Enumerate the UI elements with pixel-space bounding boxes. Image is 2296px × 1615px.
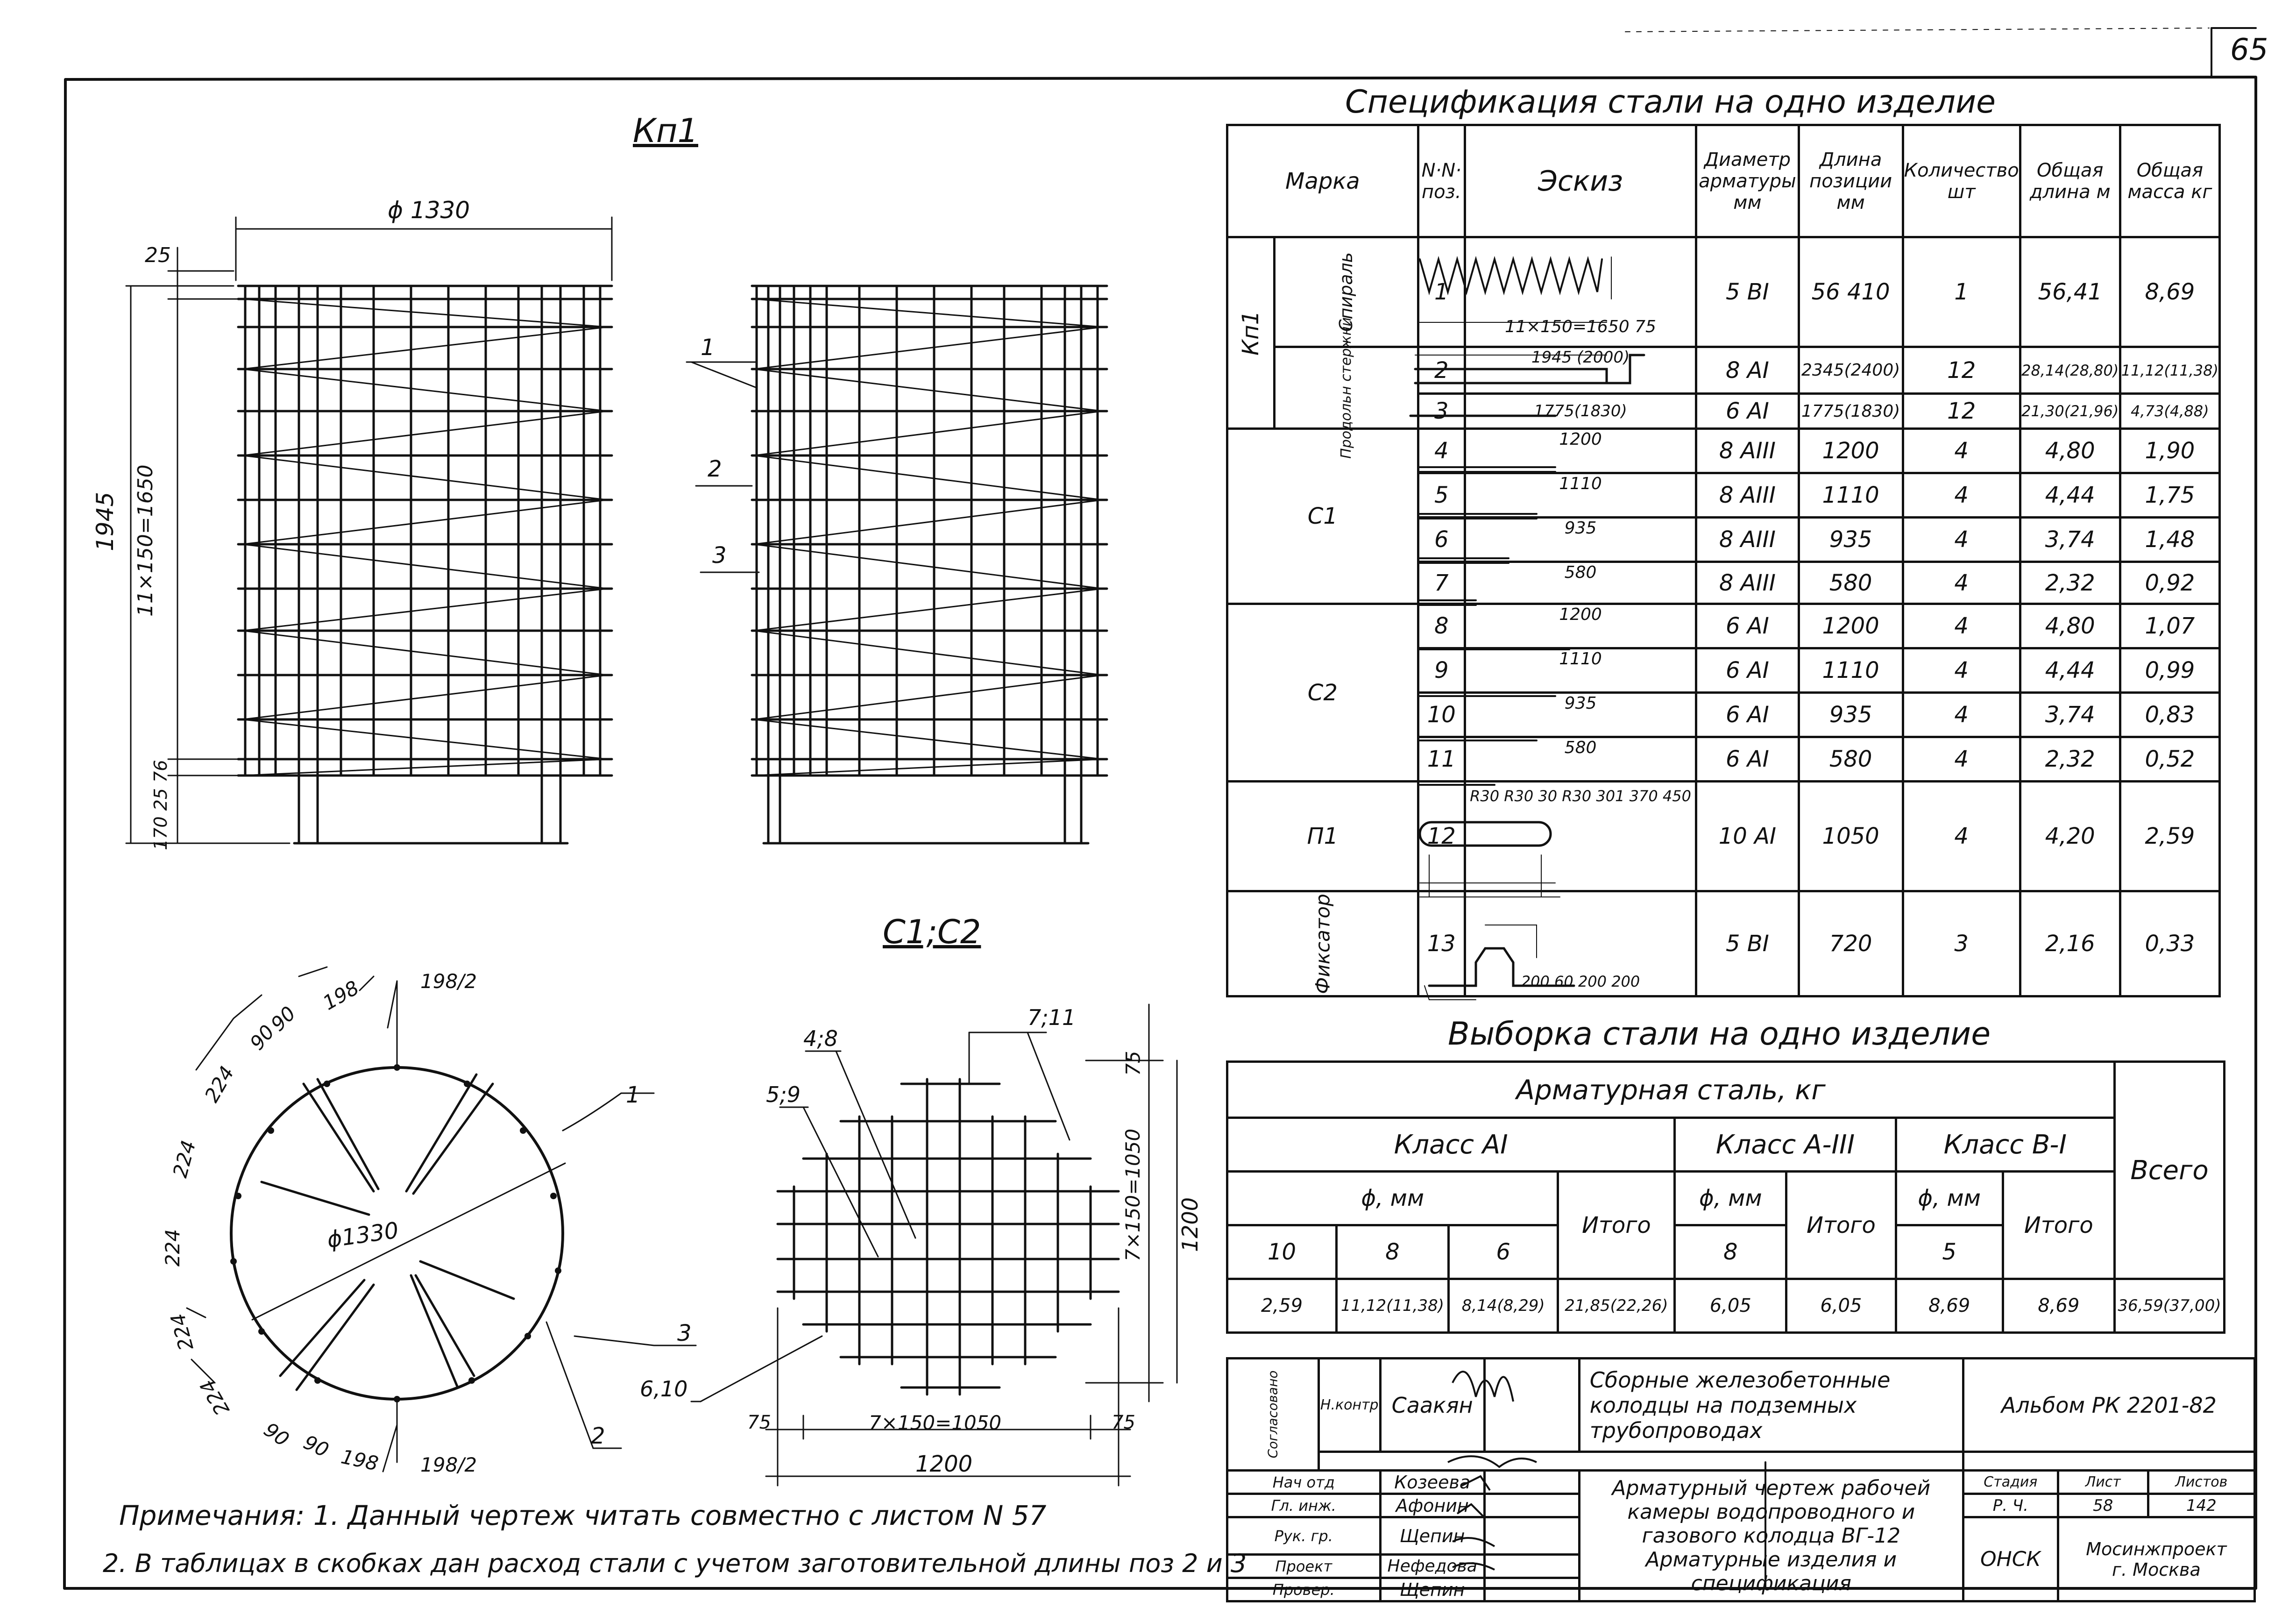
tb-sheet: 58 (2058, 1494, 2148, 1517)
spec-dia: 8 AIII (1696, 518, 1799, 562)
plan-leader-1: 1 (626, 1082, 640, 1108)
sel-total-header: Всего (2114, 1062, 2224, 1279)
tb-sheets: 142 (2148, 1494, 2254, 1517)
plan-angle: 90 (266, 1002, 300, 1036)
spec-pos: 3 (1418, 394, 1465, 429)
selection-title: Выборка стали на одно изделие (1448, 1016, 1991, 1053)
spec-len: 1110 (1799, 648, 1903, 693)
mesh-label-4-8: 4;8 (803, 1026, 838, 1051)
tb-role: Рук. гр. (1227, 1517, 1381, 1555)
sel-value: 2,59 (1227, 1279, 1337, 1333)
sel-dia: 10 (1227, 1225, 1337, 1279)
mesh-dim-1200-bottom: 1200 (915, 1451, 973, 1477)
spec-mass: 0,99 (2120, 648, 2219, 693)
spec-row (1227, 604, 2220, 648)
sel-value: 21,85(22,26) (1558, 1279, 1675, 1333)
spec-mass: 0,33 (2120, 891, 2219, 996)
spec-pos: 11 (1418, 737, 1465, 782)
title-block (1226, 1357, 2256, 1602)
tb-sheets-h: Листов (2148, 1471, 2254, 1494)
spec-sketch: 580 (1465, 562, 1696, 604)
selection-table (1226, 1060, 2225, 1334)
mesh-label-6-10: 6,10 (640, 1376, 688, 1402)
sel-value: 11,12(11,38) (1336, 1279, 1448, 1333)
spec-qty: 12 (1903, 347, 2020, 394)
spec-sketch: 1775(1830) (1465, 394, 1696, 429)
sel-dia: 8 (1675, 1225, 1786, 1279)
spec-mass: 2,59 (2120, 782, 2219, 891)
sel-dia-mm: ϕ, мм (1675, 1172, 1786, 1225)
spec-pos: 13 (1418, 891, 1465, 996)
spec-pos: 1 (1418, 237, 1465, 347)
spec-tlen: 21,30(21,96) (2020, 394, 2120, 429)
spec-dia: 8 AIII (1696, 429, 1799, 473)
spec-mass: 4,73(4,88) (2120, 394, 2219, 429)
sel-value: 6,05 (1786, 1279, 1896, 1333)
plan-angle: 90 (245, 1020, 279, 1054)
spec-row (1227, 347, 2220, 394)
spec-tlen: 4,80 (2020, 429, 2120, 473)
spec-tlen: 2,32 (2020, 737, 2120, 782)
c1c2-view-title: С1;С2 (883, 913, 981, 951)
sel-value: 6,05 (1675, 1279, 1786, 1333)
plan-angle: 224 (168, 1138, 200, 1180)
plan-angle-bottom: 198/2 (420, 1453, 477, 1476)
tb-role: Провер. (1227, 1578, 1381, 1601)
spec-h-len: Длина позиции мм (1799, 125, 1903, 237)
spec-h-mass: Общая масса кг (2120, 125, 2219, 237)
spec-tlen: 2,32 (2020, 562, 2120, 604)
plan-diameter-label: ϕ1330 (325, 1217, 400, 1253)
sel-value: 8,69 (2003, 1279, 2114, 1333)
tb-role: Н.контр (1318, 1359, 1380, 1452)
cage-diameter-label: ϕ 1330 (388, 197, 470, 224)
spec-group-p1: П1 (1227, 782, 1418, 891)
sel-value: 8,14(8,29) (1448, 1279, 1558, 1333)
spec-subgroup-spiral: Спираль (1275, 237, 1418, 347)
spec-sketch: 1945 (2000) (1465, 347, 1696, 394)
spec-tlen: 4,44 (2020, 648, 2120, 693)
spec-qty: 4 (1903, 737, 2020, 782)
dim-bottom-stack: 170 25 76 (150, 760, 171, 850)
spec-tlen: 56,41 (2020, 237, 2120, 347)
spec-group-c1: С1 (1227, 429, 1418, 604)
spec-qty: 3 (1903, 891, 2020, 996)
spec-sketch: 11×150=1650 75 (1465, 237, 1696, 347)
mesh-label-7-11: 7;11 (1028, 1005, 1076, 1030)
spec-sketch: R30 R30 30 R30 301 370 450 (1465, 782, 1696, 891)
spec-len: 580 (1799, 737, 1903, 782)
sel-value: 36,59(37,00) (2114, 1279, 2224, 1333)
mesh-dim-side: 7×150=1050 (1121, 1128, 1144, 1261)
plan-angle: 90 (300, 1430, 333, 1462)
spec-tlen: 4,44 (2020, 473, 2120, 518)
spec-qty: 4 (1903, 518, 2020, 562)
spec-len: 2345(2400) (1799, 347, 1903, 394)
spec-pos: 12 (1418, 782, 1465, 891)
mesh-label-5-9: 5;9 (766, 1082, 801, 1107)
page-number: 65 (2230, 33, 2268, 67)
sel-itogo-bi: Итого (2003, 1172, 2114, 1279)
spec-dia: 5 BI (1696, 891, 1799, 996)
dim-25-top: 25 (145, 243, 171, 267)
spec-tlen: 3,74 (2020, 693, 2120, 737)
spec-len: 580 (1799, 562, 1903, 604)
spec-dia: 6 AI (1696, 604, 1799, 648)
tb-signature (1484, 1555, 1579, 1578)
tb-sheet-title: Арматурный чертеж рабочей камеры водопроводного и газового колодца ВГ-12 Арматурные изделия и спецификация (1579, 1471, 1963, 1601)
sel-class-bi: Класс B-I (1896, 1118, 2114, 1172)
spec-qty: 4 (1903, 429, 2020, 473)
spec-pos: 2 (1418, 347, 1465, 394)
spec-dia: 6 AI (1696, 693, 1799, 737)
spec-sketch: 1200 (1465, 604, 1696, 648)
spec-mass: 0,92 (2120, 562, 2219, 604)
sel-itogo-ai: Итого (1558, 1172, 1675, 1279)
kp1-view-title: Кп1 (633, 112, 698, 150)
spec-tlen: 28,14(28,80) (2020, 347, 2120, 394)
tb-project: Сборные железобетонные колодцы на подземных трубопроводах (1579, 1359, 1963, 1452)
sel-dia-mm: ϕ, мм (1227, 1172, 1558, 1225)
spec-pos: 4 (1418, 429, 1465, 473)
spec-row (1227, 782, 2220, 891)
spec-sketch: 200 60 200 200 (1465, 891, 1696, 996)
spec-dia: 8 AIII (1696, 473, 1799, 518)
spec-h-qty: Количество шт (1903, 125, 2020, 237)
spec-h-dia: Диаметр арматуры мм (1696, 125, 1799, 237)
spec-row (1227, 237, 2220, 347)
spec-pos: 7 (1418, 562, 1465, 604)
spec-dia: 5 BI (1696, 237, 1799, 347)
spec-h-sketch: Эскиз (1465, 125, 1696, 237)
tb-onsk: ОНСК (1963, 1517, 2058, 1601)
spec-mass: 11,12(11,38) (2120, 347, 2219, 394)
plan-angle: 90 (260, 1418, 293, 1451)
plan-angle: 224 (200, 1062, 239, 1106)
tb-name: Нефедова (1380, 1555, 1484, 1578)
spec-row (1227, 429, 2220, 473)
tb-name: Козеева (1380, 1471, 1484, 1494)
spec-sketch: 580 (1465, 737, 1696, 782)
tb-org: Мосинжпроект г. Москва (2058, 1517, 2254, 1601)
tb-name: Щепин (1380, 1517, 1484, 1555)
spec-group-fixator: Фиксатор (1227, 891, 1418, 996)
spec-len: 56 410 (1799, 237, 1903, 347)
plan-angle: 198 (319, 976, 363, 1015)
spec-dia: 8 AIII (1696, 562, 1799, 604)
plan-angle-top: 198/2 (420, 970, 477, 993)
mesh-dim-bottom: 7×150=1050 (869, 1411, 1002, 1434)
plan-angle: 224 (166, 1311, 198, 1353)
spec-dia: 6 AI (1696, 394, 1799, 429)
spec-qty: 1 (1903, 237, 2020, 347)
spec-dia: 6 AI (1696, 648, 1799, 693)
spec-tlen: 3,74 (2020, 518, 2120, 562)
plan-angle: 198 (339, 1445, 381, 1475)
spec-sketch: 935 (1465, 518, 1696, 562)
spec-row (1227, 891, 2220, 996)
spec-group-kp1: Кп1 (1227, 237, 1275, 429)
tb-album: Альбом РК 2201-82 (1963, 1359, 2254, 1452)
spec-group-c2: С2 (1227, 604, 1418, 782)
tb-name: Щепин (1380, 1578, 1484, 1601)
tb-stage-h: Стадия (1963, 1471, 2058, 1494)
spec-pos: 10 (1418, 693, 1465, 737)
spec-mass: 8,69 (2120, 237, 2219, 347)
tb-signature (1484, 1517, 1579, 1555)
spec-len: 1050 (1799, 782, 1903, 891)
notes-line-1: Примечания: 1. Данный чертеж читать совместно с листом N 57 (119, 1500, 1047, 1531)
plan-leader-3: 3 (677, 1320, 692, 1346)
spec-pos: 9 (1418, 648, 1465, 693)
elevation-leader-2: 2 (708, 456, 722, 482)
spec-len: 1200 (1799, 604, 1903, 648)
spec-mass: 1,75 (2120, 473, 2219, 518)
elevation-leader-1: 1 (701, 334, 715, 361)
plan-angle: 224 (161, 1229, 184, 1267)
tb-signature (1484, 1494, 1579, 1517)
spec-pos: 8 (1418, 604, 1465, 648)
spec-qty: 4 (1903, 648, 2020, 693)
spec-dia: 6 AI (1696, 737, 1799, 782)
tb-signature (1484, 1359, 1579, 1452)
spec-sketch: 1110 (1465, 473, 1696, 518)
sel-dia: 5 (1896, 1225, 2003, 1279)
sel-class-ai: Класс AI (1227, 1118, 1675, 1172)
tb-role: Нач отд (1227, 1471, 1381, 1494)
spec-len: 1110 (1799, 473, 1903, 518)
elevation-leader-3: 3 (712, 542, 727, 569)
spec-h-pos: N·N· поз. (1418, 125, 1465, 237)
spec-pos: 6 (1418, 518, 1465, 562)
sel-dia: 8 (1336, 1225, 1448, 1279)
tb-signature (1484, 1578, 1579, 1601)
tb-name: Афонин (1380, 1494, 1484, 1517)
spec-h-mark: Марка (1227, 125, 1418, 237)
spec-mass: 0,52 (2120, 737, 2219, 782)
tb-role: Проект (1227, 1555, 1381, 1578)
sel-dia: 6 (1448, 1225, 1558, 1279)
spec-tlen: 4,80 (2020, 604, 2120, 648)
tb-sheet-h: Лист (2058, 1471, 2148, 1494)
spec-mass: 1,48 (2120, 518, 2219, 562)
spec-header-row (1227, 125, 2220, 237)
spec-sketch: 935 (1465, 693, 1696, 737)
plan-angle: 224 (195, 1375, 234, 1420)
mesh-dim-75-right: 75 (1112, 1412, 1135, 1433)
mesh-dim-1200-side: 1200 (1177, 1197, 1203, 1252)
sel-value: 8,69 (1896, 1279, 2003, 1333)
spec-mass: 1,07 (2120, 604, 2219, 648)
spec-qty: 4 (1903, 782, 2020, 891)
dim-1945: 1945 (92, 491, 119, 551)
spec-len: 1775(1830) (1799, 394, 1903, 429)
spec-title: Спецификация стали на одно изделие (1345, 84, 1996, 121)
mesh-dim-75-top: 75 (1121, 1051, 1145, 1076)
spec-qty: 4 (1903, 693, 2020, 737)
spec-len: 1200 (1799, 429, 1903, 473)
plan-leader-2: 2 (591, 1423, 605, 1449)
mesh-dim-75-left: 75 (747, 1412, 771, 1433)
spec-h-tlen: Общая длина м (2020, 125, 2120, 237)
tb-role: Гл. инж. (1227, 1494, 1381, 1517)
spec-tlen: 2,16 (2020, 891, 2120, 996)
spec-dia: 8 AI (1696, 347, 1799, 394)
spec-qty: 12 (1903, 394, 2020, 429)
spec-table (1226, 124, 2221, 997)
sel-itogo-aiii: Итого (1786, 1172, 1896, 1279)
sel-dia-mm: ϕ, мм (1896, 1172, 2003, 1225)
spec-len: 935 (1799, 518, 1903, 562)
tb-side-label: Согласовано (1227, 1359, 1319, 1471)
spec-qty: 4 (1903, 604, 2020, 648)
tb-stage: Р. Ч. (1963, 1494, 2058, 1517)
tb-signature (1484, 1471, 1579, 1494)
spec-len: 720 (1799, 891, 1903, 996)
spec-sketch: 1110 (1465, 648, 1696, 693)
dim-pitch-vertical: 11×150=1650 (134, 464, 157, 617)
spec-mass: 0,83 (2120, 693, 2219, 737)
sel-class-aiii: Класс A-III (1675, 1118, 1896, 1172)
spec-len: 935 (1799, 693, 1903, 737)
spec-qty: 4 (1903, 562, 2020, 604)
spec-subgroup-long-bars: Продольн стержни (1275, 347, 1418, 429)
sel-rebar-header: Арматурная сталь, кг (1227, 1062, 2115, 1118)
spec-mass: 1,90 (2120, 429, 2219, 473)
notes-line-2: 2. В таблицах в скобках дан расход стали с учетом заготовительной длины поз 2 и 3 (103, 1549, 1247, 1578)
spec-tlen: 4,20 (2020, 782, 2120, 891)
spec-qty: 4 (1903, 473, 2020, 518)
spec-pos: 5 (1418, 473, 1465, 518)
spec-dia: 10 AI (1696, 782, 1799, 891)
spec-sketch: 1200 (1465, 429, 1696, 473)
tb-name: Саакян (1380, 1359, 1484, 1452)
